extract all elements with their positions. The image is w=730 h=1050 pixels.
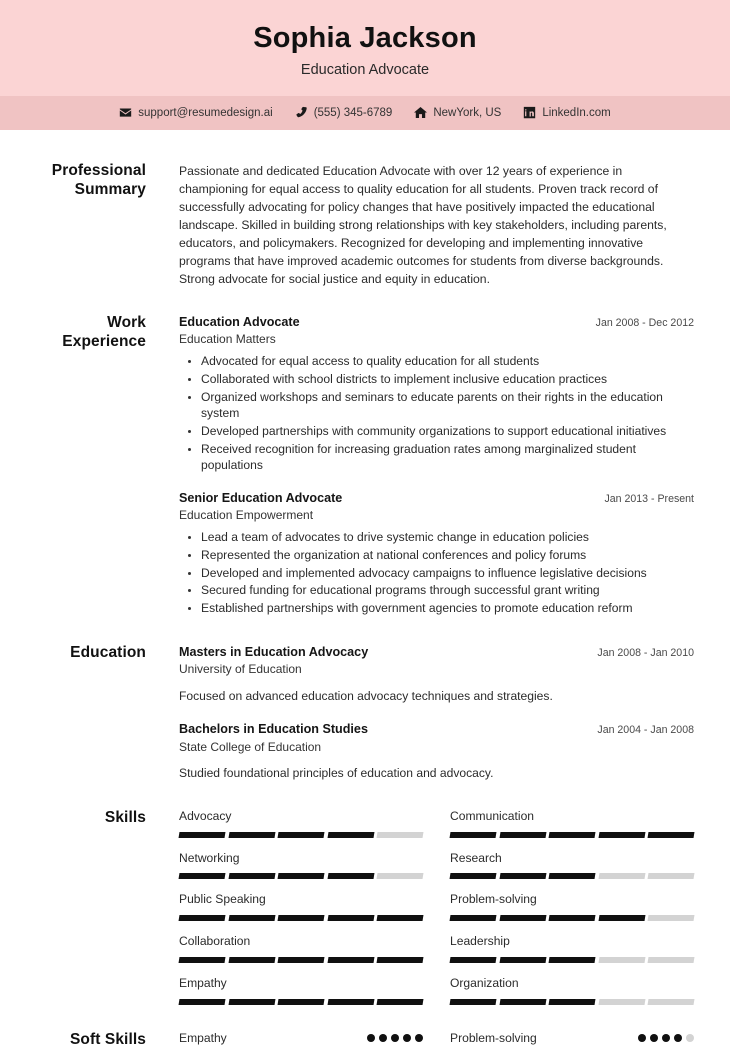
skill-level-segment <box>648 832 695 838</box>
skill-name: Advocacy <box>179 809 232 823</box>
skill-name: Problem-solving <box>450 892 537 907</box>
education-entry-date: Jan 2004 - Jan 2008 <box>597 724 694 737</box>
summary-body <box>146 162 694 288</box>
work-entry-head <box>179 314 694 330</box>
soft-skill-level-dot <box>403 1034 411 1042</box>
skill-level-bar <box>179 915 423 921</box>
skill-level-bar <box>450 832 694 838</box>
skill-level-segment <box>278 957 325 963</box>
soft-skill-level-dot <box>415 1034 423 1042</box>
skill-level-segment <box>549 873 596 879</box>
envelope-icon <box>119 106 132 119</box>
contact-email-text: support@resumedesign.ai <box>138 106 273 119</box>
skill-item <box>179 976 423 1005</box>
work-bullet: Organized workshops and seminars to educate parents on their rights in the education system <box>179 389 694 422</box>
skill-name: Empathy <box>179 975 227 990</box>
skill-level-segment <box>499 832 546 838</box>
work-entry <box>179 490 694 617</box>
work-bullet: Collaborated with school districts to implement inclusive education practices <box>179 371 694 388</box>
work-entries <box>146 314 694 618</box>
soft-skill-item <box>179 1031 423 1047</box>
contact-bar <box>0 96 730 130</box>
work-entry <box>179 314 694 474</box>
education-entry-head <box>179 644 694 660</box>
skill-level-segment <box>499 999 546 1005</box>
work-entry-org: Education Matters <box>179 332 276 347</box>
skill-level-segment <box>499 915 546 921</box>
skill-level-segment <box>278 915 325 921</box>
skill-name: Leadership <box>450 934 510 949</box>
contact-location-text: NewYork, US <box>433 106 502 119</box>
section-label-work: Work Experience <box>62 314 146 350</box>
section-label-skills: Skills <box>104 809 146 826</box>
soft-skill-level-dot <box>391 1034 399 1042</box>
skill-level-segment <box>598 957 645 963</box>
skill-level-segment <box>228 832 275 838</box>
skill-level-segment <box>228 915 275 921</box>
skill-level-segment <box>327 999 374 1005</box>
skill-level-segment <box>377 873 424 879</box>
soft-skill-level-dots <box>367 1034 423 1042</box>
contact-phone[interactable] <box>295 106 393 119</box>
skill-level-segment <box>278 832 325 838</box>
contact-linkedin[interactable] <box>523 106 610 119</box>
skill-item <box>179 809 423 838</box>
skill-level-segment <box>450 999 497 1005</box>
work-bullet: Represented the organization at national conferences and policy forums <box>179 547 694 564</box>
skill-level-segment <box>648 999 695 1005</box>
skill-level-segment <box>377 957 424 963</box>
candidate-name: Sophia Jackson <box>253 22 477 54</box>
skill-level-segment <box>598 832 645 838</box>
soft-skill-level-dot <box>379 1034 387 1042</box>
skill-level-segment <box>499 873 546 879</box>
work-entry-bullets <box>179 353 694 474</box>
candidate-job-title: Education Advocate <box>300 62 430 79</box>
resume-body <box>0 162 730 1050</box>
skill-level-segment <box>598 873 645 879</box>
section-work-experience <box>36 314 694 618</box>
soft-skill-level-dot <box>367 1034 375 1042</box>
skill-level-segment <box>450 915 497 921</box>
skill-item <box>450 892 694 921</box>
skill-level-segment <box>549 832 596 838</box>
skill-level-segment <box>179 915 226 921</box>
section-professional-summary <box>36 162 694 288</box>
soft-skill-name: Problem-solving <box>450 1030 537 1045</box>
skill-level-segment <box>179 873 226 879</box>
resume-header <box>0 0 730 96</box>
contact-location[interactable] <box>414 106 501 119</box>
skill-level-segment <box>648 915 695 921</box>
work-bullet: Lead a team of advocates to drive systemic change in education policies <box>179 529 694 546</box>
education-entry-school: University of Education <box>179 661 302 676</box>
work-bullet: Developed partnerships with community organizations to support educational initiatives <box>179 423 694 440</box>
skill-level-bar <box>450 915 694 921</box>
work-bullet: Established partnerships with government agencies to promote education reform <box>179 600 694 617</box>
education-entry-degree: Masters in Education Advocacy <box>179 644 369 659</box>
skill-level-segment <box>377 999 424 1005</box>
skill-level-segment <box>228 873 275 879</box>
section-label-summary: Professional Summary <box>51 161 146 198</box>
skill-name: Networking <box>179 850 240 865</box>
skill-level-segment <box>327 873 374 879</box>
work-entry-date: Jan 2008 - Dec 2012 <box>595 317 694 330</box>
education-entries <box>146 644 694 783</box>
skill-level-segment <box>648 957 695 963</box>
soft-skills-grid <box>179 1031 694 1047</box>
skill-item <box>179 851 423 880</box>
skill-level-segment <box>228 957 275 963</box>
education-entry-description: Focused on advanced education advocacy techniques and strategies. <box>179 688 553 703</box>
linkedin-icon <box>523 106 536 119</box>
section-skills <box>36 809 694 1005</box>
work-entry-bullets <box>179 529 694 616</box>
skill-level-segment <box>278 999 325 1005</box>
skill-level-bar <box>450 999 694 1005</box>
soft-skill-level-dots <box>638 1034 694 1042</box>
education-entry-description: Studied foundational principles of education and advocacy. <box>179 766 494 781</box>
skill-level-segment <box>179 832 226 838</box>
skill-level-segment <box>327 832 374 838</box>
skill-name: Collaboration <box>179 934 251 949</box>
contact-email[interactable] <box>119 106 272 119</box>
skill-level-segment <box>450 873 497 879</box>
soft-skill-level-dot <box>638 1034 646 1042</box>
skill-level-segment <box>327 957 374 963</box>
skill-level-bar <box>450 873 694 879</box>
skill-level-segment <box>179 999 226 1005</box>
skill-level-segment <box>549 957 596 963</box>
summary-text: Passionate and dedicated Education Advocate with over 12 years of experience in championing for equal access to quality education for all students. Proven track record of successfully advocating for policy changes that have positively impacted the educational landscape. Skilled in building strong relationships with key stakeholders, including parents, educators, and policymakers. Recognized for developing and implementing innovative programs that have improved academic outcomes for students from diverse backgrounds. Strong advocate for social justice and equity in education. <box>179 163 667 287</box>
education-entry <box>179 644 694 706</box>
skill-level-bar <box>179 957 423 963</box>
skill-item <box>450 976 694 1005</box>
skill-name: Organization <box>450 975 519 990</box>
skill-level-bar <box>179 873 423 879</box>
skill-level-segment <box>549 915 596 921</box>
skill-level-segment <box>377 915 424 921</box>
work-bullet: Secured funding for educational programs through successful grant writing <box>179 582 694 599</box>
skill-item <box>450 851 694 880</box>
skill-level-segment <box>499 957 546 963</box>
work-bullet: Received recognition for increasing graduation rates among marginalized student populations <box>179 441 694 474</box>
soft-skills-body <box>146 1031 694 1047</box>
skill-item <box>179 892 423 921</box>
skill-level-segment <box>598 999 645 1005</box>
section-education <box>36 644 694 783</box>
skills-grid <box>179 809 694 1005</box>
skill-item <box>450 934 694 963</box>
skill-level-segment <box>179 957 226 963</box>
work-entry-head <box>179 490 694 506</box>
soft-skill-item <box>450 1031 694 1047</box>
education-entry <box>179 721 694 783</box>
contact-phone-text: (555) 345-6789 <box>313 106 393 119</box>
work-entry-date: Jan 2013 - Present <box>604 493 694 506</box>
section-label-soft-skills: Soft Skills <box>69 1030 146 1048</box>
skill-item <box>450 809 694 838</box>
soft-skill-level-dot <box>650 1034 658 1042</box>
soft-skill-level-dot <box>674 1034 682 1042</box>
skill-level-segment <box>278 873 325 879</box>
work-entry-role: Senior Education Advocate <box>179 491 343 506</box>
skill-level-segment <box>327 915 374 921</box>
soft-skill-level-dot <box>686 1034 694 1042</box>
education-entry-school: State College of Education <box>179 739 322 754</box>
skill-name: Public Speaking <box>179 892 266 907</box>
skill-level-segment <box>549 999 596 1005</box>
skill-level-segment <box>450 832 497 838</box>
skill-level-segment <box>648 873 695 879</box>
skill-level-segment <box>450 957 497 963</box>
soft-skill-name: Empathy <box>179 1030 227 1045</box>
skill-level-segment <box>228 999 275 1005</box>
skill-level-bar <box>450 957 694 963</box>
skills-body <box>146 809 694 1005</box>
section-label-education: Education <box>70 643 146 661</box>
education-entry-date: Jan 2008 - Jan 2010 <box>597 646 694 659</box>
work-entry-role: Education Advocate <box>179 315 300 330</box>
skill-level-segment <box>377 832 424 838</box>
home-icon <box>414 106 427 119</box>
skill-item <box>179 934 423 963</box>
education-entry-head <box>179 721 694 737</box>
contact-linkedin-text: LinkedIn.com <box>542 106 611 119</box>
skill-name: Communication <box>450 809 535 823</box>
work-bullet: Advocated for equal access to quality education for all students <box>179 353 694 370</box>
phone-icon <box>295 106 308 119</box>
soft-skill-level-dot <box>662 1034 670 1042</box>
skill-level-bar <box>179 999 423 1005</box>
work-bullet: Developed and implemented advocacy campaigns to influence legislative decisions <box>179 565 694 582</box>
skill-level-segment <box>598 915 645 921</box>
work-entry-org: Education Empowerment <box>179 508 314 523</box>
section-soft-skills <box>36 1031 694 1050</box>
skill-level-bar <box>179 832 423 838</box>
skill-name: Research <box>450 850 502 865</box>
education-entry-degree: Bachelors in Education Studies <box>179 722 368 737</box>
